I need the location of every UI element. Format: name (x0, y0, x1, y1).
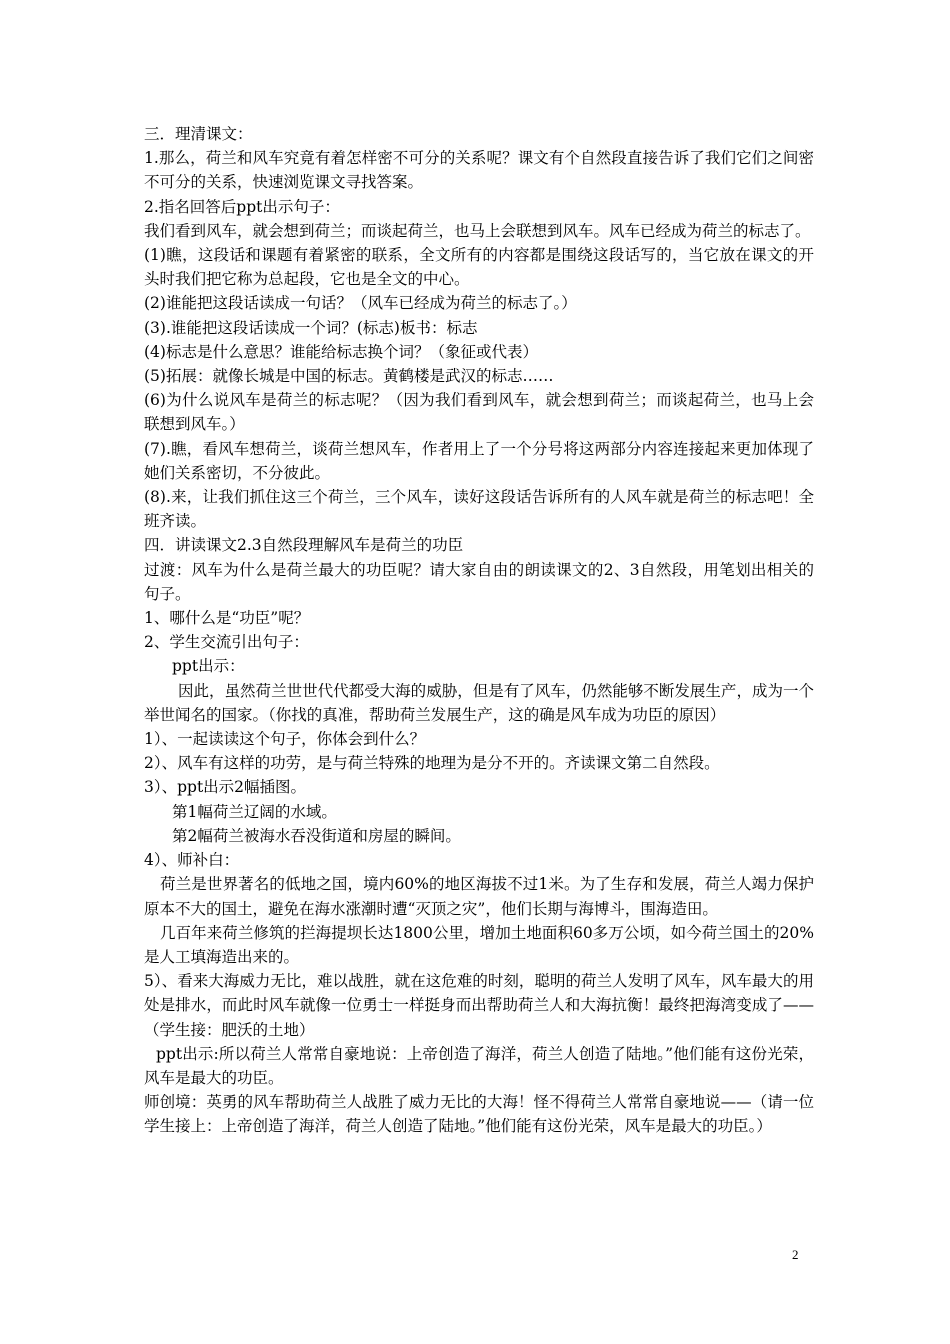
paragraph: 4）、师补白： (144, 851, 240, 870)
paragraph: 因此，虽然荷兰世世代代都受大海的威胁，但是有了风车，仍然能够不断发展生产，成为一个举世闻名的国家。（你找的真准，帮助荷兰发展生产，这的确是风车成为功臣的原因） (144, 681, 814, 724)
paragraph: 四．讲读课文2.3自然段理解风车是荷兰的功臣 (144, 536, 464, 555)
paragraph: 第1幅荷兰辽阔的水域。 (172, 802, 337, 821)
paragraph: 过渡：风车为什么是荷兰最大的功臣呢？请大家自由的朗读课文的2、3自然段，用笔划出相关的句子。 (144, 560, 814, 603)
paragraph: 三．理清课文： (144, 125, 253, 143)
paragraph: (2)谁能把这段话读成一句话？（风车已经成为荷兰的标志了。） (144, 294, 577, 313)
paragraph: (3).谁能把这段话读成一个词？(标志)板书：标志 (144, 318, 478, 337)
paragraph: 2.指名回答后ppt出示句子： (144, 197, 340, 216)
paragraph: (6)为什么说风车是荷兰的标志呢？（因为我们看到风车，就会想到荷兰；而谈起荷兰，也马上会联想到风车。） (144, 391, 814, 434)
paragraph: (7).瞧，看风车想荷兰，谈荷兰想风车，作者用上了一个分号将这两部分内容连接起来更加体现了她们关系密切，不分彼此。 (144, 439, 814, 482)
paragraph: 1）、一起读读这个句子，你体会到什么？ (144, 730, 426, 749)
paragraph: (8).来，让我们抓住这三个荷兰，三个风车，读好这段话告诉所有的人风车就是荷兰的标志吧！全班齐读。 (144, 488, 814, 531)
paragraph: 师创境：英勇的风车帮助荷兰人战胜了威力无比的大海！怪不得荷兰人常常自豪地说——（请一位学生接上：上帝创造了海洋，荷兰人创造了陆地。”他们能有这份光荣，风车是最大的功臣。） (144, 1093, 814, 1136)
paragraph: 1、哪什么是“功臣”呢？ (144, 609, 310, 628)
paragraph: ppt出示:所以荷兰人常常自豪地说：上帝创造了海洋，荷兰人创造了陆地。”他们能有这份光荣，风车是最大的功臣。 (144, 1044, 814, 1087)
paragraph: 2、学生交流引出句子： (144, 633, 309, 652)
paragraph: 第2幅荷兰被海水吞没街道和房屋的瞬间。 (172, 826, 461, 845)
document-body (144, 122, 814, 1139)
paragraph: (5)拓展：就像长城是中国的标志。黄鹤楼是武汉的标志…… (144, 367, 554, 386)
paragraph: 1.那么，荷兰和风车究竟有着怎样密不可分的关系呢？课文有个自然段直接告诉了我们它们之间密不可分的关系，快速浏览课文寻找答案。 (144, 149, 814, 192)
paragraph: 几百年来荷兰修筑的拦海提坝长达1800公里，增加土地面积60多万公顷，如今荷兰国土的20%是人工填海造出来的。 (144, 923, 814, 966)
page-number: 2 (792, 1247, 799, 1262)
paragraph: 3）、ppt出示2幅插图。 (144, 778, 307, 797)
paragraph: 我们看到风车，就会想到荷兰；而谈起荷兰，也马上会联想到风车。风车已经成为荷兰的标志了。 (144, 221, 811, 240)
paragraph: 2）、风车有这样的功劳，是与荷兰特殊的地理为是分不开的。齐读课文第二自然段。 (144, 754, 720, 773)
paragraph: 5）、看来大海威力无比，难以战胜，就在这危难的时刻，聪明的荷兰人发明了风车，风车最大的用处是排水，而此时风车就像一位勇士一样挺身而出帮助荷兰人和大海抗衡！最终把海湾变成了——（学生接：肥沃的土地） (144, 972, 814, 1039)
paragraph: (1)瞧，这段话和课题有着紧密的联系，全文所有的内容都是围绕这段话写的，当它放在课文的开头时我们把它称为总起段，它也是全文的中心。 (144, 246, 814, 289)
paragraph: (4)标志是什么意思？谁能给标志换个词？（象征或代表） (144, 342, 538, 361)
paragraph: ppt出示： (172, 657, 245, 676)
paragraph: 荷兰是世界著名的低地之国，境内60%的地区海拔不过1米。为了生存和发展，荷兰人竭力保护原本不大的国土，避免在海水涨潮时遭“灭顶之灾”，他们长期与海博斗，围海造田。 (144, 875, 814, 918)
